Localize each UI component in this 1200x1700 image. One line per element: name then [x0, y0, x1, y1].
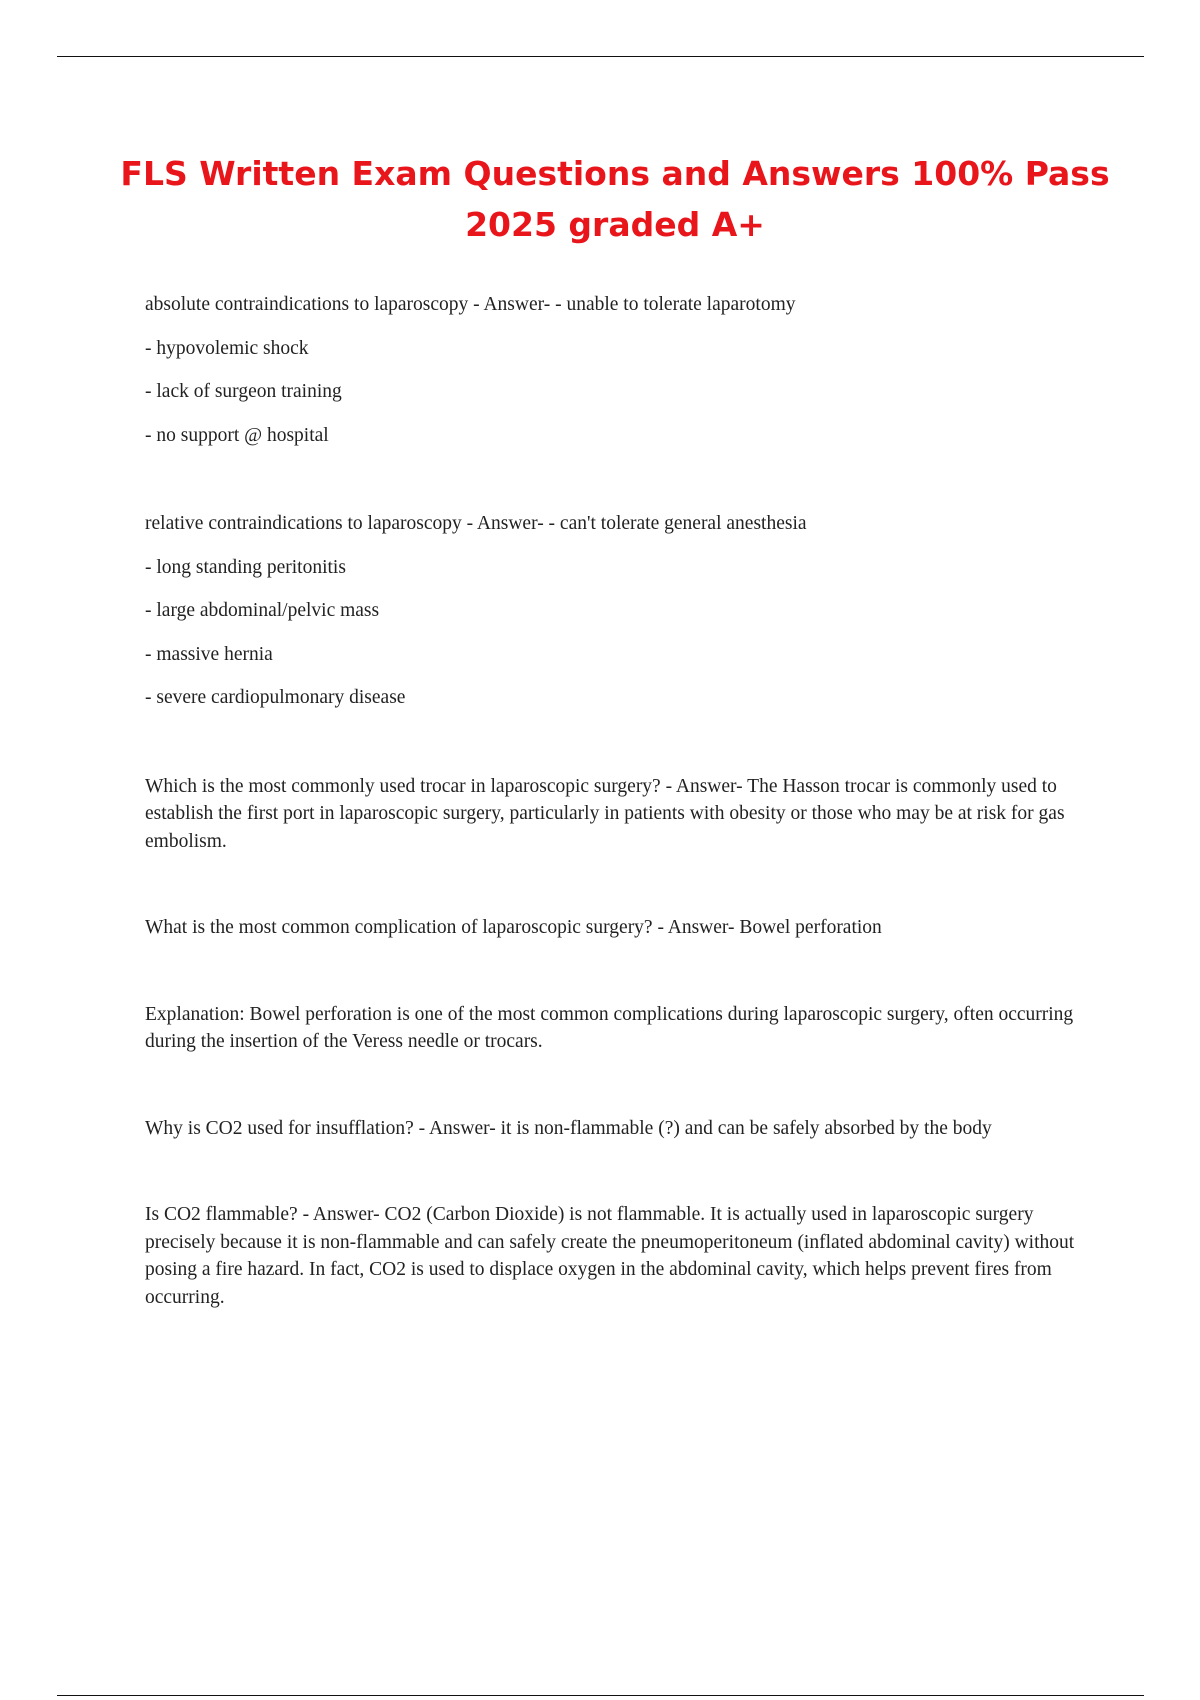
list-item: - no support @ hospital [145, 424, 329, 446]
document-body [145, 291, 1080, 1311]
list-item: - hypovolemic shock [145, 337, 309, 359]
bottom-rule [57, 1695, 1144, 1696]
qa-trocar: Which is the most commonly used trocar in laparoscopic surgery? - Answer- The Hasson trocar is commonly used to establish the first port in laparoscopic surgery, particularly in patients with obesity or those who may be at risk for gas embolism. [145, 775, 1065, 852]
qa-explanation: Explanation: Bowel perforation is one of the most common complications during laparoscopic surgery, often occurring during the insertion of the Veress needle or trocars. [145, 1003, 1074, 1052]
list-item: - severe cardiopulmonary disease [145, 687, 406, 708]
qa-question-answer: relative contraindications to laparoscopy - Answer- - can't tolerate general anesthesia [145, 513, 807, 534]
list-item: - large abdominal/pelvic mass [145, 600, 380, 621]
list-item: - lack of surgeon training [145, 381, 342, 402]
list-item: - massive hernia [145, 643, 273, 665]
qa-complication: What is the most common complication of laparoscopic surgery? - Answer- Bowel perforation [145, 917, 882, 938]
top-rule [57, 56, 1144, 57]
qa-relative-contraindications [145, 510, 1080, 712]
qa-question-answer: absolute contraindications to laparoscopy - Answer- - unable to tolerate laparotomy [145, 294, 796, 315]
list-item: - long standing peritonitis [145, 556, 346, 578]
qa-absolute-contraindications [145, 291, 1080, 449]
qa-co2-flammable: Is CO2 flammable? - Answer- CO2 (Carbon Dioxide) is not flammable. It is actually used in laparoscopic surgery precisely because it is non-flammable and can safely create the pneumoperitoneum (inflated abdominal cavity) without posing a fire hazard. In fact, CO2 is used to displace oxygen in the abdominal cavity, which helps prevent fires from occurring. [145, 1204, 1075, 1308]
document-title: FLS Written Exam Questions and Answers 100% Pass 2025 graded A+ [120, 154, 1110, 244]
qa-co2-why: Why is CO2 used for insufflation? - Answer- it is non-flammable (?) and can be safely absorbed by the body [145, 1117, 992, 1139]
